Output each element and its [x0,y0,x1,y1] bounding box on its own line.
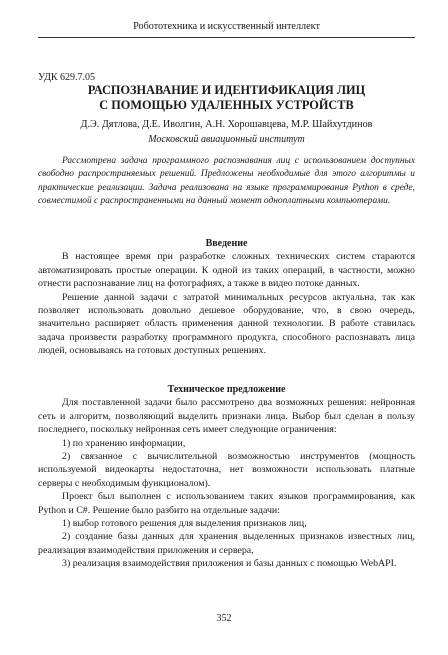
section-technical-proposal [38,383,415,571]
page-number: 352 [216,613,232,624]
list-item: 1) по хранению информации, [62,437,186,449]
list-item: 3) реализация взаимодействия приложения и базы данных с помощью WebAPI. [62,558,397,570]
abstract: Рассмотрена задача программного распознавания лиц с использованием доступных свободно распространяемых решений. Предложены необходимые для этого алгоритмы и практические реализации. Задача реализована на языке программирования Python в среде, совместимой с распространенными на данный момент одноплатными компьютерами. [38,156,415,207]
body-paragraph: Проект был выполнен с использованием таких языков программирования, как Python и C#. Решение было разбито на отдельные задачи: [38,491,415,516]
affiliation: Московский авиационный институт [148,134,305,145]
body-paragraph: Решение данной задачи с затратой минимальных ресурсов актуальна, так как позволяет использовать довольно дешевое оборудование, что, в свою очередь, значительно расширяет область применения данной технологии. В работе ставилась задача произвести разработку программного продукта, способного распознавать лица людей, основываясь на готовых доступных решениях. [38,291,415,357]
body-paragraph: В настоящее время при разработке сложных технических систем стараются автоматизировать простые операции. К одной из таких операций, в частности, можно отнести распознавание лиц на фотографиях, а также в видео потоке данных. [38,251,415,290]
running-header: Робототехника и искусственный интеллект [133,21,320,32]
header-rule [38,37,415,38]
title-line: РАСПОЗНАВАНИЕ И ИДЕНТИФИКАЦИЯ ЛИЦ [87,83,366,97]
section-heading: Введение [205,238,248,249]
section-heading: Техническое предложение [167,384,286,395]
authors: Д.Э. Дятлова, Д.Е. Иволгин, А.Н. Хорошавцева, М.Р. Шайхутдинов [80,119,373,130]
section-introduction [38,237,415,358]
paper-title [38,83,415,113]
body-paragraph: Для поставленной задачи было рассмотрено два возможных решения: нейронная сеть и алгоритм, позволяющий выделить признаки лица. Выбор был сделан в пользу последнего, поскольку нейронная сеть имеет следующие ограничения: [38,397,415,436]
udk-code: УДК 629.7.05 [38,72,96,83]
list-item: 1) выбор готового решения для выделения признаков лиц, [62,518,307,530]
title-line: С ПОМОЩЬЮ УДАЛЕННЫХ УСТРОЙСТВ [99,98,354,112]
list-item: 2) создание базы данных для хранения выделенных признаков известных лиц, реализация взаимодействия приложения и сервера, [38,531,415,556]
list-item: 2) связанное с вычислительной возможностью инструментов (мощность используемой видеокарты недостаточна, нет возможности использовать платные серверы с необходимым функционалом). [38,451,415,489]
